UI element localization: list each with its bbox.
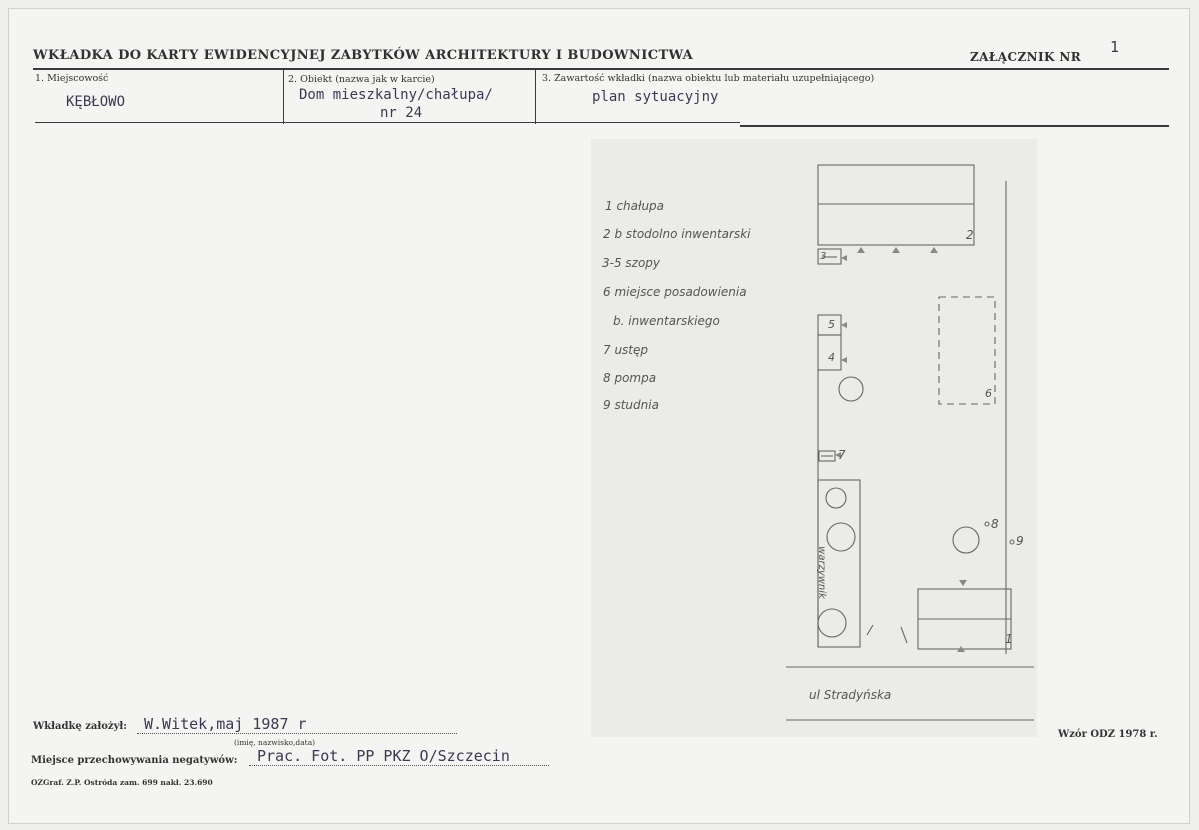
- legend-item-1: 1 chałupa: [605, 199, 665, 213]
- plan-label-5: 5: [828, 318, 835, 331]
- legend-item-7: 8 pompa: [603, 371, 657, 385]
- tree-1: [839, 377, 863, 401]
- garden-label: warzywnik: [815, 546, 827, 599]
- tree-4: [818, 609, 846, 637]
- header-rule: [33, 68, 1169, 70]
- founder-dotted-line: [137, 733, 457, 734]
- plan-label-9: 9: [1016, 534, 1024, 548]
- building-2-outline: [818, 165, 974, 245]
- entrance-triangle-5: [841, 322, 847, 328]
- well-marker: [1010, 540, 1014, 544]
- pump-marker: [985, 522, 989, 526]
- attachment-number: 1: [1110, 38, 1120, 56]
- field-2-value-line2: nr 24: [380, 105, 423, 121]
- plan-label-1: 1: [1005, 632, 1013, 646]
- tree-3: [827, 523, 855, 551]
- field-1-label: 1. Miejscowość: [35, 73, 109, 84]
- tree-5: [953, 527, 979, 553]
- legend-item-5: b. inwentarskiego: [613, 314, 720, 328]
- street-label: ul Stradyńska: [809, 688, 892, 702]
- entrance-triangle-6: [841, 357, 847, 363]
- tree-2: [826, 488, 846, 508]
- entrance-triangle-8: [959, 580, 967, 586]
- plan-label-4: 4: [828, 351, 835, 364]
- entrance-triangle-1: [857, 247, 865, 253]
- field-divider-2: [535, 70, 536, 124]
- legend-item-6: 7 ustęp: [603, 343, 649, 357]
- entrance-triangle-2: [892, 247, 900, 253]
- field-underline-right: [740, 125, 1169, 127]
- field-divider-1: [283, 70, 284, 124]
- plan-label-3: 3: [820, 251, 827, 262]
- legend-item-8: 9 studnia: [603, 398, 659, 412]
- plan-label-2: 2: [966, 228, 974, 242]
- plan-label-6: 6: [985, 387, 992, 400]
- document-title: WKŁADKA DO KARTY EWIDENCYJNEJ ZABYTKÓW ARCHITEKTURY I BUDOWNICTWA: [33, 48, 694, 63]
- founder-value: W.Witek,maj 1987 r: [144, 715, 307, 733]
- field-underline-left: [35, 122, 740, 123]
- legend-item-4: 6 miejsce posadowienia: [603, 285, 747, 299]
- storage-label: Miejsce przechowywania negatywów:: [31, 755, 238, 766]
- founder-label: Wkładkę założył:: [33, 721, 127, 732]
- field-2-value-line1: Dom mieszkalny/chałupa/: [299, 87, 493, 103]
- print-info: OZGraf. Z.P. Ostróda zam. 699 nakł. 23.690: [31, 778, 213, 787]
- entrance-mark-2: [901, 627, 907, 643]
- plan-label-8: 8: [991, 517, 999, 531]
- form-model: Wzór ODZ 1978 r.: [1058, 729, 1158, 740]
- founder-caption: (imię, nazwisko,data): [234, 738, 316, 747]
- attachment-label: ZAŁĄCZNIK NR: [970, 50, 1082, 64]
- field-2-label: 2. Obiekt (nazwa jak w karcie): [288, 74, 435, 85]
- entrance-mark-1: [867, 625, 873, 635]
- field-3-label: 3. Zawartość wkładki (nazwa obiektu lub materiału uzupełniającego): [542, 73, 875, 84]
- entrance-triangle-4: [841, 255, 847, 261]
- field-1-value: KĘBŁOWO: [66, 94, 126, 110]
- site-plan: [591, 139, 1037, 737]
- legend-item-3: 3-5 szopy: [602, 256, 661, 270]
- plan-label-7: 7: [838, 448, 846, 462]
- entrance-triangle-3: [930, 247, 938, 253]
- legend-item-2: 2 b stodolno inwentarski: [603, 227, 751, 241]
- storage-dotted-line: [249, 765, 549, 766]
- field-3-value: plan sytuacyjny: [592, 89, 719, 105]
- storage-value: Prac. Fot. PP PKZ O/Szczecin: [257, 747, 510, 765]
